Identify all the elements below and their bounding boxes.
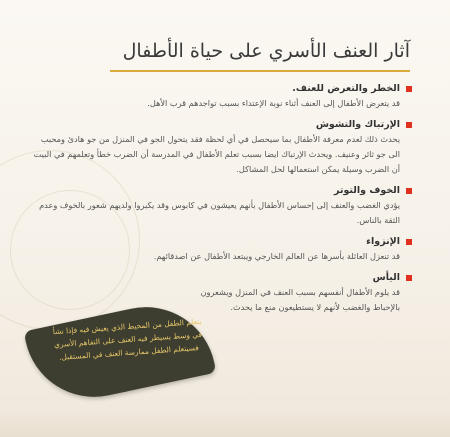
title-underline [110, 70, 410, 72]
section-heading [32, 184, 412, 198]
section-confusion [32, 118, 412, 177]
bullet-square-icon [406, 275, 412, 281]
content-area [32, 82, 412, 322]
section-heading [32, 118, 412, 132]
section-heading-text: الخطر والتعرض للعنف. [292, 83, 400, 94]
section-heading-text: الإنزواء [366, 236, 400, 247]
section-fear [32, 184, 412, 228]
section-body: يحدث ذلك لعدم معرفة الأطفال بما سيحصل في أي لحظة فقد يتحول الجو في المنزل من جو هادئ ومحبب الى جو ثائر وعنيف. ويحدث الإرتباك ايضا بسبب تعلم الأطفال في المدرسة أن الضرب خطأ وتعلمهم في البيت أن الضرب وسيلة يمكن استعمالها لحل المشاكل. [33, 134, 400, 174]
bullet-square-icon [406, 188, 412, 194]
bullet-square-icon [406, 239, 412, 245]
bullet-square-icon [406, 122, 412, 128]
section-isolation [32, 235, 412, 264]
section-heading-text: الخوف والتوتر [333, 185, 400, 196]
section-body: قد يتعرض الأطفال إلى العنف أثناء نوبة الإعتداء بسبب تواجدهم قرب الأهل. [147, 98, 400, 108]
section-heading [32, 235, 412, 249]
bottom-band [0, 411, 450, 437]
section-heading-text: الإرتباك والتشوش [315, 119, 400, 130]
section-body: قد يلوم الأطفال أنفسهم بسبب العنف في المنزل ويشعرون بالإحباط والغضب لأنهم لا يستطيعون منع ما يحدث. [200, 287, 400, 312]
section-danger [32, 82, 412, 111]
section-heading [32, 82, 412, 96]
section-body: قد تنعزل العائلة بأسرها عن العالم الخارجي ويبتعد الأطفال عن اصدقائهم. [153, 251, 400, 261]
quote-text: يتعلم الطفل من المحيط الذي يعيش فيه فإذا نشأ في وسط يسيطر فيه العنف على التفاهم الأسري فسيتعلم الطفل ممارسة العنف في المستقبل. [52, 316, 203, 362]
section-despair [32, 271, 412, 315]
section-body: يؤدي الغضب والعنف إلى إحساس الأطفال بأنهم يعيشون في كابوس وقد يكبروا ولديهم شعور بالخوف وعدم الثقة بالناس. [39, 200, 400, 225]
page-title: آثار العنف الأسري على حياة الأطفال [122, 40, 410, 62]
section-heading [32, 271, 412, 285]
bullet-square-icon [406, 86, 412, 92]
section-heading-text: اليأس [372, 272, 400, 283]
